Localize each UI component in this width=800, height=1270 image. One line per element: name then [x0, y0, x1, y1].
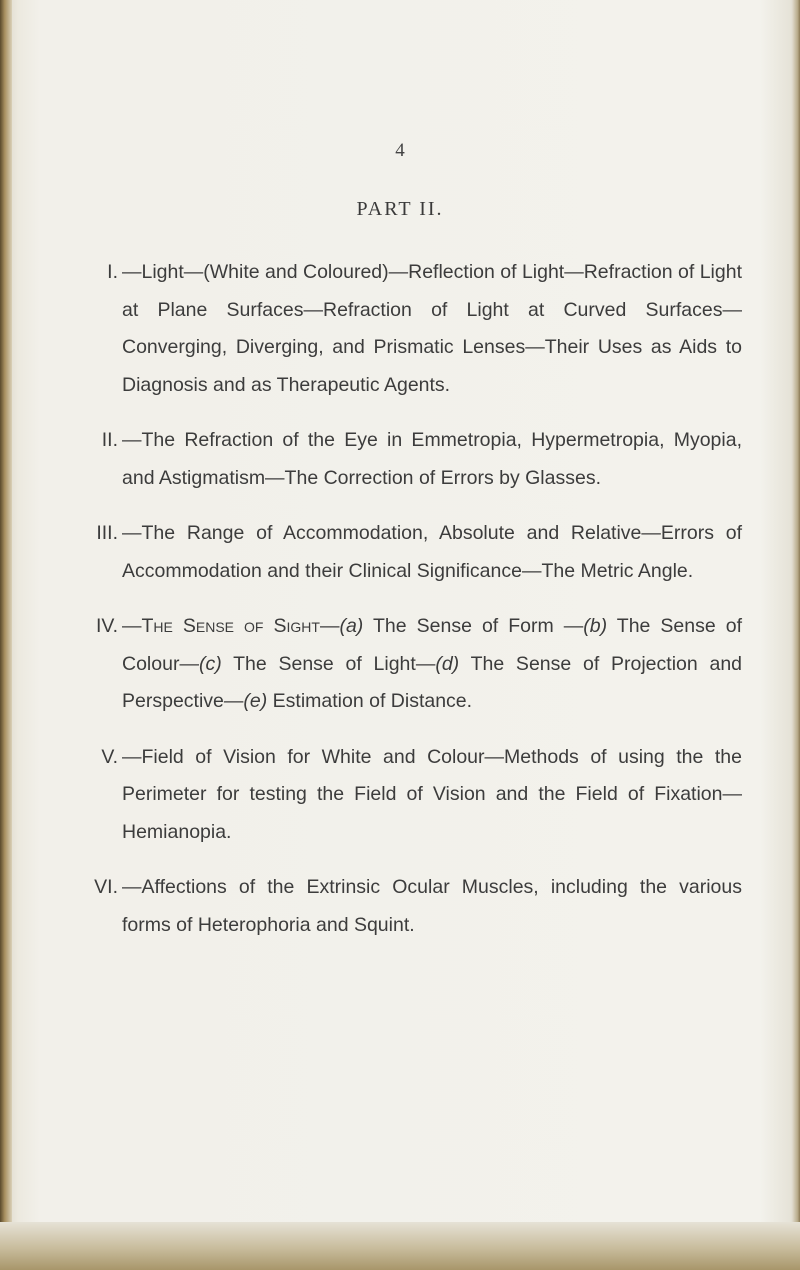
entry-part-text: The Sense of Light—: [221, 652, 436, 675]
entry-numeral: V.: [101, 745, 118, 768]
contents-entry-4: [64, 608, 742, 721]
entry-numeral: III.: [96, 522, 118, 544]
entry-heading: The Sense of Sight: [141, 615, 320, 637]
entry-numeral: VI.: [94, 876, 118, 898]
entry-numeral: IV.: [95, 615, 118, 637]
contents-list: [0, 254, 800, 962]
contents-entry-5: [64, 739, 742, 852]
entry-part-label: (d): [435, 652, 460, 675]
entry-numeral: I.: [107, 261, 118, 283]
entry-part-text: Estimation of Distance.: [267, 690, 473, 712]
entry-text: —Field of Vision for White and Colour—Methods of using the the Perimeter for testing the Field of Vision and the Field of Fixation—Hemianopia.: [122, 745, 742, 843]
contents-entry-6: [64, 869, 742, 944]
contents-entry-1: [64, 254, 742, 404]
entry-text: —The Range of Accommodation, Absolute and Relative—Errors of Accommodation and their Clinical Significance—The Metric Angle.: [122, 522, 742, 582]
entry-part-label: (b): [583, 615, 608, 637]
contents-entry-2: [64, 422, 742, 497]
page-number: 4: [395, 140, 405, 161]
entry-part-label: (c): [198, 652, 222, 675]
entry-text: —The Sense of Sight—(a) The Sense of Form —(b) The Sense of Colour—(c) The Sense of Light—(d) The Sense of Projection and Perspective—(e) Estimation of Distance.: [122, 615, 743, 712]
part-title: PART II.: [356, 198, 444, 220]
entry-text: —Affections of the Extrinsic Ocular Muscles, including the various forms of Heterophoria and Squint.: [122, 876, 742, 936]
entry-part-label: (e): [243, 690, 268, 712]
entry-part-text: The Sense of Form —: [363, 615, 584, 637]
entry-text: —The Refraction of the Eye in Emmetropia, Hypermetropia, Myopia, and Astigmatism—The Correction of Errors by Glasses.: [122, 429, 742, 489]
entry-part-label: (a): [339, 615, 364, 637]
contents-entry-3: [64, 515, 742, 590]
entry-part-text: The Sense of Projection and Perspective—: [122, 652, 743, 712]
entry-text: —Light—(White and Coloured)—Reflection of Light—Refraction of Light at Plane Surfaces—Refraction of Light at Curved Surfaces—Converging, Diverging, and Prismatic Lenses—Their Uses as Aids to Diagnosis and as Therapeutic Agents.: [122, 261, 742, 396]
entry-part-text: The Sense of Colour—: [122, 615, 742, 675]
entry-numeral: II.: [101, 429, 118, 451]
page-bottom-edge: [0, 1222, 800, 1270]
